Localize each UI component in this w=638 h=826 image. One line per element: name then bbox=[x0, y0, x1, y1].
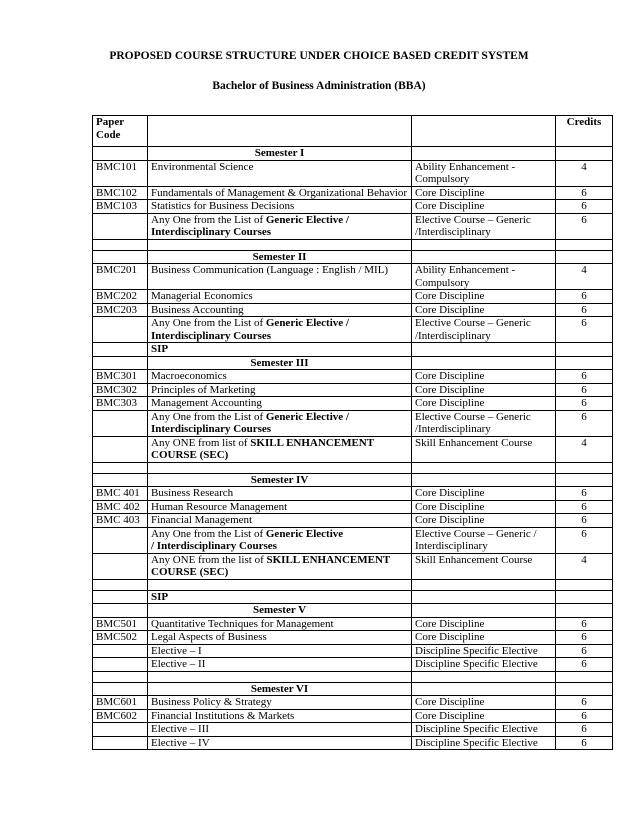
course-type: Elective Course – Generic /Interdisciplinary bbox=[412, 317, 556, 343]
credits-value: 6 bbox=[556, 290, 613, 304]
table-row bbox=[93, 723, 613, 737]
paper-code: BMC103 bbox=[93, 200, 148, 214]
paper-code: BMC601 bbox=[93, 696, 148, 710]
table-row bbox=[93, 500, 613, 514]
semester-label: Semester III bbox=[148, 356, 412, 370]
table-row bbox=[93, 514, 613, 528]
course-type: Core Discipline bbox=[412, 370, 556, 384]
table-row bbox=[93, 317, 613, 343]
paper-code: BMC301 bbox=[93, 370, 148, 384]
paper-code: BMC602 bbox=[93, 709, 148, 723]
paper-name: Any ONE from the list of SKILL ENHANCEMENT COURSE (SEC) bbox=[148, 553, 412, 579]
semester-row bbox=[93, 147, 613, 161]
credits-value: 6 bbox=[556, 514, 613, 528]
course-type: Core Discipline bbox=[412, 617, 556, 631]
paper-name: Elective – I bbox=[148, 644, 412, 658]
credits-value: 6 bbox=[556, 303, 613, 317]
paper-name: Any One from the List of Generic Elective / Interdisciplinary Courses bbox=[148, 527, 412, 553]
paper-code: BMC501 bbox=[93, 617, 148, 631]
semester-label: Semester II bbox=[148, 250, 412, 264]
semester-label: Semester VI bbox=[148, 682, 412, 696]
document-title: PROPOSED COURSE STRUCTURE UNDER CHOICE BASED CREDIT SYSTEM bbox=[109, 50, 529, 62]
course-type: Elective Course – Generic / Interdisciplinary bbox=[412, 527, 556, 553]
course-type: Core Discipline bbox=[412, 514, 556, 528]
table-row bbox=[93, 644, 613, 658]
credits-value: 6 bbox=[556, 527, 613, 553]
spacer-row bbox=[93, 671, 613, 682]
paper-code: BMC303 bbox=[93, 397, 148, 411]
semester-row bbox=[93, 473, 613, 487]
header-paper-code: Paper Code bbox=[93, 116, 148, 147]
table-row bbox=[93, 383, 613, 397]
credits-value: 6 bbox=[556, 370, 613, 384]
credits-value: 6 bbox=[556, 631, 613, 645]
course-type: Core Discipline bbox=[412, 383, 556, 397]
credits-value: 6 bbox=[556, 397, 613, 411]
paper-name: Business Research bbox=[148, 487, 412, 501]
paper-code: BMC203 bbox=[93, 303, 148, 317]
table-row bbox=[93, 631, 613, 645]
paper-code: BMC102 bbox=[93, 186, 148, 200]
paper-code: BMC202 bbox=[93, 290, 148, 304]
credits-value: 6 bbox=[556, 709, 613, 723]
semester-label: Semester I bbox=[148, 147, 412, 161]
paper-name: Principles of Marketing bbox=[148, 383, 412, 397]
table-row bbox=[93, 617, 613, 631]
course-type: Core Discipline bbox=[412, 709, 556, 723]
paper-name: Statistics for Business Decisions bbox=[148, 200, 412, 214]
credits-value: 6 bbox=[556, 186, 613, 200]
spacer-row bbox=[93, 462, 613, 473]
table-row bbox=[93, 436, 613, 462]
paper-code: BMC302 bbox=[93, 383, 148, 397]
course-type: Core Discipline bbox=[412, 200, 556, 214]
course-type: Elective Course – Generic /Interdisciplinary bbox=[412, 213, 556, 239]
credits-value: 6 bbox=[556, 213, 613, 239]
credits-value: 6 bbox=[556, 383, 613, 397]
course-type: Core Discipline bbox=[412, 290, 556, 304]
table-row bbox=[93, 696, 613, 710]
course-type: Elective Course – Generic /Interdisciplinary bbox=[412, 410, 556, 436]
credits-value: 6 bbox=[556, 487, 613, 501]
paper-code: BMC502 bbox=[93, 631, 148, 645]
credits-value: 6 bbox=[556, 696, 613, 710]
paper-name: Any One from the List of Generic Elective / Interdisciplinary Courses bbox=[148, 213, 412, 239]
table-header-row bbox=[93, 116, 613, 147]
course-type: Ability Enhancement - Compulsory bbox=[412, 160, 556, 186]
paper-name: Any One from the List of Generic Elective / Interdisciplinary Courses bbox=[148, 317, 412, 343]
credits-value: 6 bbox=[556, 317, 613, 343]
semester-label: Semester V bbox=[148, 604, 412, 618]
paper-code: BMC201 bbox=[93, 264, 148, 290]
spacer-row bbox=[93, 239, 613, 250]
paper-name: Macroeconomics bbox=[148, 370, 412, 384]
course-type: Core Discipline bbox=[412, 631, 556, 645]
table-row bbox=[93, 736, 613, 750]
sip-label: SIP bbox=[148, 590, 412, 604]
paper-name: Any ONE from list of SKILL ENHANCEMENT COURSE (SEC) bbox=[148, 436, 412, 462]
paper-code: BMC101 bbox=[93, 160, 148, 186]
credits-value: 6 bbox=[556, 617, 613, 631]
credits-value: 6 bbox=[556, 736, 613, 750]
course-type: Core Discipline bbox=[412, 186, 556, 200]
paper-name: Managerial Economics bbox=[148, 290, 412, 304]
credits-value: 6 bbox=[556, 500, 613, 514]
paper-name: Quantitative Techniques for Management bbox=[148, 617, 412, 631]
course-type: Core Discipline bbox=[412, 397, 556, 411]
credits-value: 6 bbox=[556, 658, 613, 672]
paper-code: BMC 403 bbox=[93, 514, 148, 528]
table-row bbox=[93, 397, 613, 411]
table-row bbox=[93, 553, 613, 579]
table-row bbox=[93, 290, 613, 304]
paper-name: Business Policy & Strategy bbox=[148, 696, 412, 710]
course-type: Discipline Specific Elective bbox=[412, 723, 556, 737]
spacer-row bbox=[93, 579, 613, 590]
paper-name: Management Accounting bbox=[148, 397, 412, 411]
table-row bbox=[93, 200, 613, 214]
semester-label: Semester IV bbox=[148, 473, 412, 487]
credits-value: 6 bbox=[556, 644, 613, 658]
table-row bbox=[93, 160, 613, 186]
table-row bbox=[93, 410, 613, 436]
paper-name: Human Resource Management bbox=[148, 500, 412, 514]
course-type: Core Discipline bbox=[412, 487, 556, 501]
table-row bbox=[93, 303, 613, 317]
credits-value: 4 bbox=[556, 264, 613, 290]
table-row bbox=[93, 658, 613, 672]
paper-name: Any One from the List of Generic Elective / Interdisciplinary Courses bbox=[148, 410, 412, 436]
paper-name: Environmental Science bbox=[148, 160, 412, 186]
paper-name: Elective – IV bbox=[148, 736, 412, 750]
sip-row bbox=[93, 590, 613, 604]
semester-row bbox=[93, 682, 613, 696]
course-type: Skill Enhancement Course bbox=[412, 553, 556, 579]
course-type: Core Discipline bbox=[412, 500, 556, 514]
semester-row bbox=[93, 604, 613, 618]
table-row bbox=[93, 213, 613, 239]
course-type: Core Discipline bbox=[412, 303, 556, 317]
course-structure-table bbox=[92, 115, 613, 750]
paper-name: Financial Management bbox=[148, 514, 412, 528]
course-type: Discipline Specific Elective bbox=[412, 644, 556, 658]
semester-row bbox=[93, 250, 613, 264]
paper-name: Elective – III bbox=[148, 723, 412, 737]
credits-value: 6 bbox=[556, 200, 613, 214]
course-type: Core Discipline bbox=[412, 696, 556, 710]
paper-code: BMC 402 bbox=[93, 500, 148, 514]
header-credits: Credits bbox=[556, 116, 613, 147]
course-type: Discipline Specific Elective bbox=[412, 658, 556, 672]
table-row bbox=[93, 527, 613, 553]
document-subtitle: Bachelor of Business Administration (BBA) bbox=[212, 80, 426, 92]
course-type: Ability Enhancement - Compulsory bbox=[412, 264, 556, 290]
table-row bbox=[93, 186, 613, 200]
table-row bbox=[93, 487, 613, 501]
paper-name: Legal Aspects of Business bbox=[148, 631, 412, 645]
semester-row bbox=[93, 356, 613, 370]
credits-value: 4 bbox=[556, 436, 613, 462]
credits-value: 4 bbox=[556, 553, 613, 579]
paper-name: Business Communication (Language : English / MIL) bbox=[148, 264, 412, 290]
credits-value: 6 bbox=[556, 723, 613, 737]
table-row bbox=[93, 709, 613, 723]
credits-value: 6 bbox=[556, 410, 613, 436]
paper-name: Financial Institutions & Markets bbox=[148, 709, 412, 723]
credits-value: 4 bbox=[556, 160, 613, 186]
sip-row bbox=[93, 343, 613, 357]
table-row bbox=[93, 370, 613, 384]
paper-code: BMC 401 bbox=[93, 487, 148, 501]
course-type: Skill Enhancement Course bbox=[412, 436, 556, 462]
table-row bbox=[93, 264, 613, 290]
paper-name: Fundamentals of Management & Organizational Behavior bbox=[148, 186, 412, 200]
course-type: Discipline Specific Elective bbox=[412, 736, 556, 750]
paper-name: Business Accounting bbox=[148, 303, 412, 317]
sip-label: SIP bbox=[148, 343, 412, 357]
paper-name: Elective – II bbox=[148, 658, 412, 672]
